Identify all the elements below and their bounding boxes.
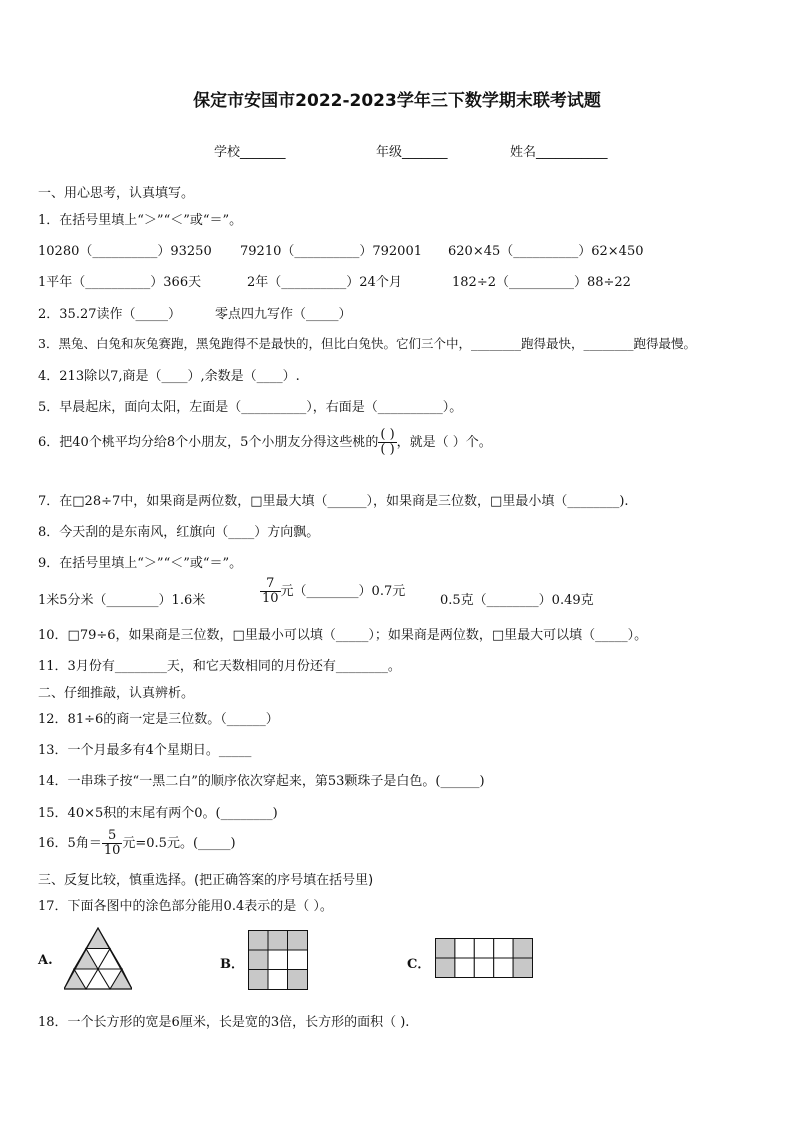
question-4: 4．213除以7,商是（____）,余数是（____）.: [38, 369, 300, 384]
q6-fraction: [378, 428, 396, 457]
school-blank: _______: [240, 145, 286, 160]
q6-numerator: ( ): [380, 427, 395, 442]
option-b-label: B．: [220, 957, 244, 972]
q6-text: 6．把40个桃平均分给8个小朋友，5个小朋友分得这些桃的: [38, 435, 379, 450]
question-7: 7．在□28÷7中，如果商是两位数，□里最大填（______），如果商是三位数，□里最小填（________).: [38, 494, 629, 509]
option-a-triangle-figure: [64, 927, 132, 990]
option-c-label: C．: [407, 957, 431, 972]
q6-tail: ，就是（ ）个。: [396, 435, 492, 450]
school-label: 学校: [214, 145, 241, 160]
question-15: 15．40×5积的末尾有两个0。(________): [38, 806, 278, 821]
question-5: 5．早晨起床，面向太阳，左面是（__________），右面是（__________）。: [38, 400, 463, 415]
q16-tail: 元=0.5元。(_____): [122, 836, 236, 851]
question-12: 12．81÷6的商一定是三位数。（______）: [38, 712, 279, 727]
question-13: 13．一个月最多有4个星期日。_____: [38, 743, 252, 758]
grade-label: 年级: [376, 145, 403, 160]
q1-item-6: 182÷2（__________）88÷22: [452, 275, 631, 290]
name-field: [510, 141, 608, 160]
question-1: 1．在括号里填上“＞”“＜”或“＝”。: [38, 213, 243, 228]
q9-denominator: 10: [262, 591, 279, 606]
question-14: 14．一串珠子按“一黑二白”的顺序依次穿起来，第53颗珠子是白色。(______): [38, 774, 485, 789]
name-blank: ___________: [536, 145, 608, 160]
q9-numerator: 7: [260, 577, 281, 592]
option-b-grid-figure: [248, 930, 308, 990]
option-c-grid-figure: [435, 938, 533, 978]
q1-item-5: 2年（__________）24个月: [247, 275, 402, 290]
q9-item-a: 1米5分米（________）1.6米: [38, 593, 206, 608]
question-6: [38, 428, 492, 457]
q1-item-3: 620×45（__________）62×450: [448, 244, 644, 259]
question-10: 10．□79÷6，如果商是三位数，□里最小可以填（_____）；如果商是两位数，□里最大可以填（_____）。: [38, 628, 648, 643]
question-2a: 2．35.27读作（_____）: [38, 307, 181, 322]
question-11: 11．3月份有________天，和它天数相同的月份还有________。: [38, 659, 401, 674]
question-8: 8．今天刮的是东南风，红旗向（____）方向飘。: [38, 525, 320, 540]
name-label: 姓名: [510, 145, 537, 160]
q9-item-b-tail: 元（________）0.7元: [280, 584, 406, 599]
section-1-heading: 一、用心思考，认真填写。: [38, 186, 195, 201]
q9-item-b: [260, 577, 405, 606]
question-18: 18．一个长方形的宽是6厘米，长是宽的3倍，长方形的面积（ ).: [38, 1015, 410, 1030]
section-3-heading: 三、反复比较，慎重选择。(把正确答案的序号填在括号里): [38, 873, 374, 888]
grade-blank: _______: [402, 145, 448, 160]
q16-denominator: 10: [103, 843, 121, 858]
question-2b: 零点四九写作（_____）: [215, 307, 352, 322]
question-3: 3．黑兔、白兔和灰兔赛跑，黑兔跑得不是最快的，但比白兔快。它们三个中，________跑得最快，________跑得最慢。: [38, 336, 696, 351]
q1-item-1: 10280（__________）93250: [38, 244, 212, 259]
q6-denominator: ( ): [380, 442, 395, 457]
question-9: 9．在括号里填上“＞”“＜”或“＝”。: [38, 556, 243, 571]
question-16: [38, 829, 236, 858]
q1-item-2: 79210（__________）792001: [240, 244, 422, 259]
q9-fraction: [260, 577, 281, 606]
q16-fraction: [102, 829, 123, 858]
q16-numerator: 5: [102, 829, 123, 844]
grade-field: [376, 141, 448, 160]
option-a-label: A.: [38, 953, 53, 968]
school-field: [214, 141, 286, 160]
question-17: 17．下面各图中的涂色部分能用0.4表示的是（ ）。: [38, 899, 333, 914]
q16-text: 16．5角＝: [38, 836, 102, 851]
section-2-heading: 二、仔细推敲，认真辨析。: [38, 686, 195, 701]
q9-item-c: 0.5克（________）0.49克: [440, 593, 594, 608]
q1-item-4: 1平年（__________）366天: [38, 275, 202, 290]
page-title: 保定市安国市2022-2023学年三下数学期末联考试题: [193, 91, 601, 111]
